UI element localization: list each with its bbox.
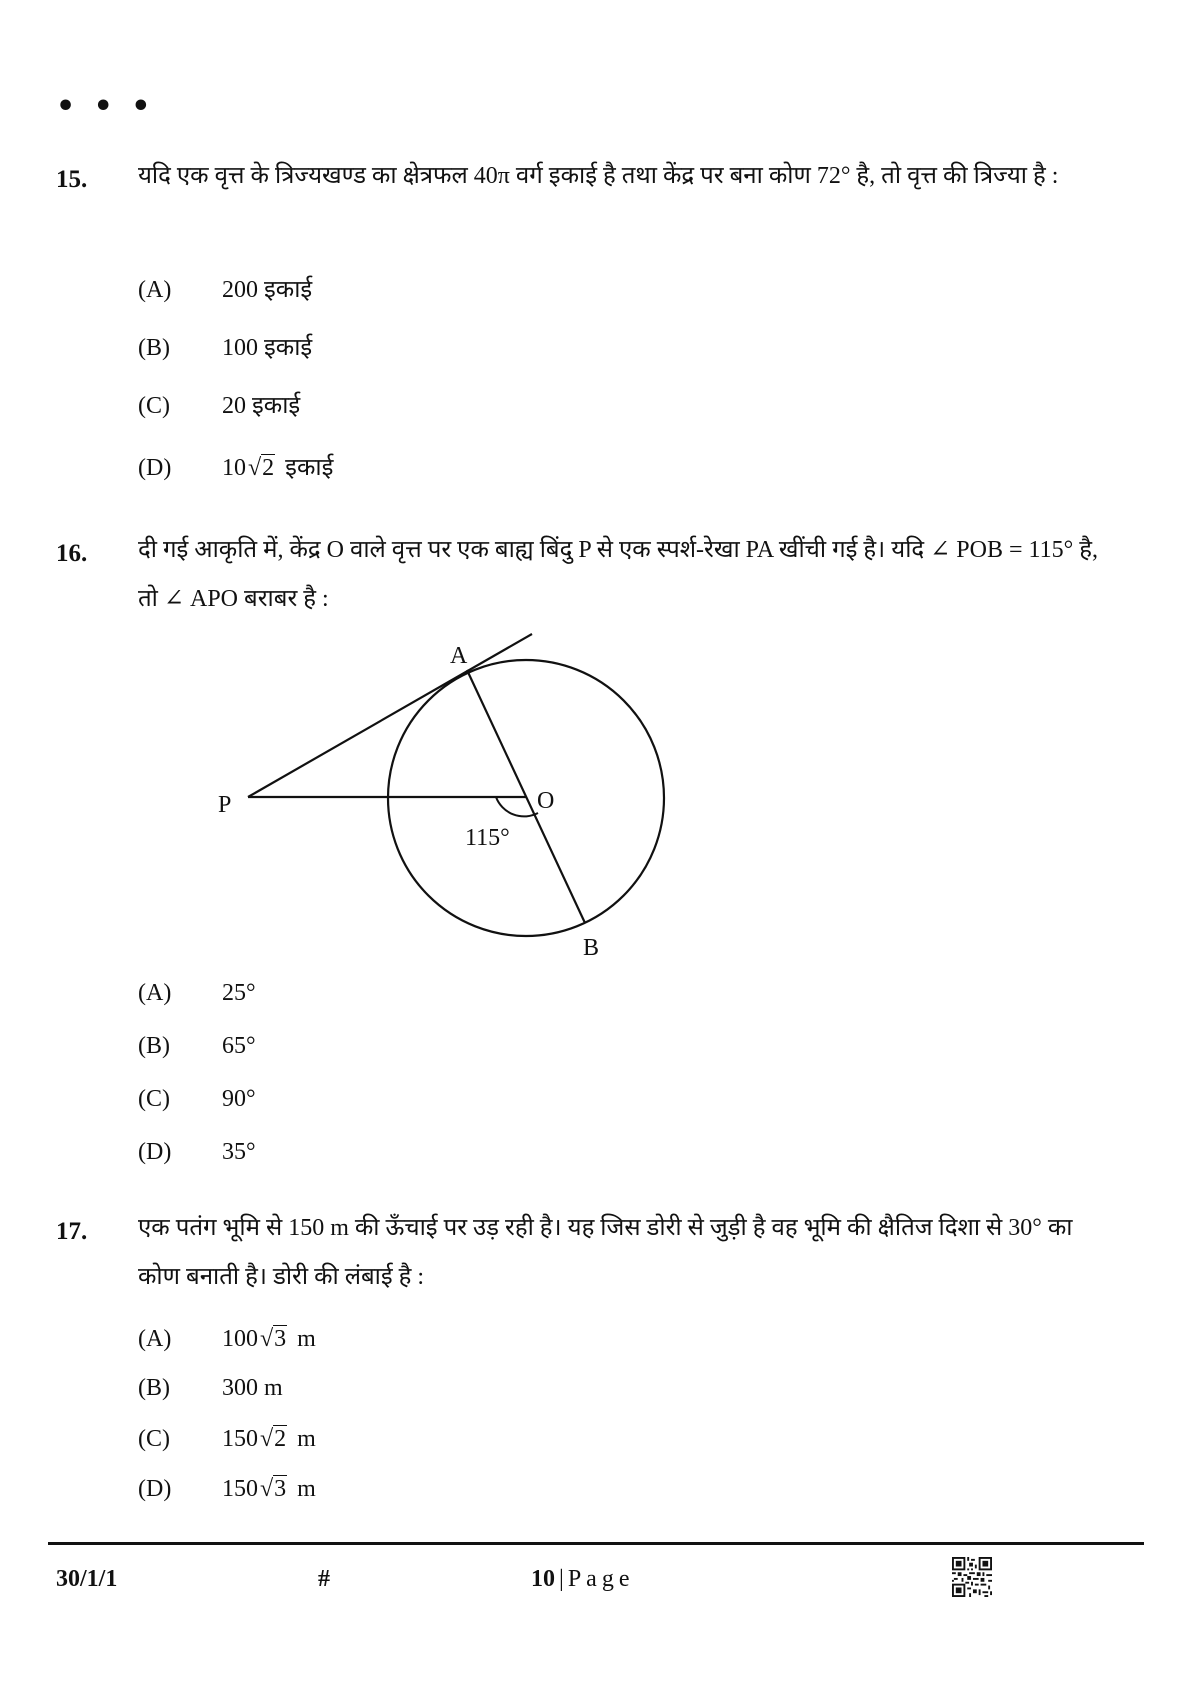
option-label: (B) [138,1375,170,1401]
question-17-option-a[interactable] [138,1325,316,1353]
unit: इकाई [285,455,334,481]
option-value: 100 इकाई [222,335,313,361]
option-value [222,450,333,483]
option-value: 35° [222,1139,256,1165]
question-17-text: एक पतंग भूमि से 150 m की ऊँचाई पर उड़ रही है। यह जिस डोरी से जुड़ी है वह भूमि की क्षैतिज दिशा से 30° का कोण बनाती है। डोरी की लंबाई है : [138,1215,1073,1290]
square-root [246,454,275,482]
question-15-option-c[interactable] [138,388,300,421]
question-17-option-d[interactable] [138,1475,316,1503]
coefficient: 150 [222,1426,258,1452]
unit: m [297,1426,316,1452]
option-value [222,1325,316,1353]
question-15-option-a[interactable] [138,272,312,305]
option-label: (C) [138,1086,170,1112]
unit: m [297,1476,316,1502]
page-separator: | [559,1566,564,1592]
question-15-text: यदि एक वृत्त के त्रिज्यखण्ड का क्षेत्रफल 40π वर्ग इकाई है तथा केंद्र पर बना कोण 72° है, तो वृत्त की त्रिज्या है : [138,163,1059,189]
qr-code-icon [952,1557,992,1597]
question-15-option-b[interactable] [138,330,312,363]
option-label: (C) [138,1426,170,1452]
option-label: (A) [138,980,172,1006]
square-root [258,1425,287,1453]
question-16-number: 16. [56,540,88,567]
question-15-option-d[interactable] [138,450,333,483]
option-label: (C) [138,393,170,419]
coefficient: 10 [222,455,246,481]
option-value: 20 इकाई [222,393,301,419]
page-word: Page [567,1566,635,1592]
option-label: (A) [138,277,172,303]
label-a: A [450,643,468,669]
option-value: 90° [222,1086,256,1112]
radical-sign-icon: √ [260,1426,274,1452]
paper-code: 30/1/1 [56,1566,118,1592]
footer-divider [48,1542,1144,1545]
radicand: 2 [262,455,275,481]
question-16-text: दी गई आकृति में, केंद्र O वाले वृत्त पर एक बाह्य बिंदु P से एक स्पर्श-रेखा PA खींची गई है। यदि ∠ POB = 115° है, तो ∠ APO बराबर है : [138,537,1098,612]
hash-mark: # [318,1566,330,1592]
option-label: (D) [138,455,172,481]
label-b: B [583,935,600,961]
option-label: (A) [138,1326,172,1352]
coefficient: 150 [222,1476,258,1502]
option-value: 300 m [222,1375,283,1401]
label-angle: 115° [465,825,510,851]
question-16-option-c[interactable] [138,1086,256,1113]
radical-sign-icon: √ [260,1326,274,1352]
radicand: 3 [274,1476,287,1502]
option-label: (B) [138,1033,170,1059]
option-value: 25° [222,980,256,1006]
coefficient: 100 [222,1326,258,1352]
question-17-number: 17. [56,1218,88,1245]
option-label: (D) [138,1139,172,1165]
continuation-marker: • • • [56,89,155,124]
label-p: P [218,792,232,818]
question-16-option-a[interactable] [138,980,256,1007]
option-value [222,1425,316,1453]
square-root [258,1475,287,1503]
unit: m [297,1326,316,1352]
square-root [258,1325,287,1353]
option-value: 200 इकाई [222,277,313,303]
page-indicator [531,1566,634,1593]
question-17-option-c[interactable] [138,1425,316,1453]
radicand: 3 [274,1326,287,1352]
tangent-circle-figure [200,620,600,970]
question-15-number: 15. [56,166,88,193]
question-16-option-b[interactable] [138,1033,256,1060]
radical-sign-icon: √ [248,455,262,481]
question-16-option-d[interactable] [138,1139,256,1166]
radicand: 2 [274,1426,287,1452]
option-value [222,1475,316,1503]
radical-sign-icon: √ [260,1476,274,1502]
option-label: (B) [138,335,170,361]
page-number: 10 [531,1566,555,1592]
label-o: O [537,788,555,814]
option-label: (D) [138,1476,172,1502]
option-value: 65° [222,1033,256,1059]
question-17-option-b[interactable] [138,1375,283,1402]
